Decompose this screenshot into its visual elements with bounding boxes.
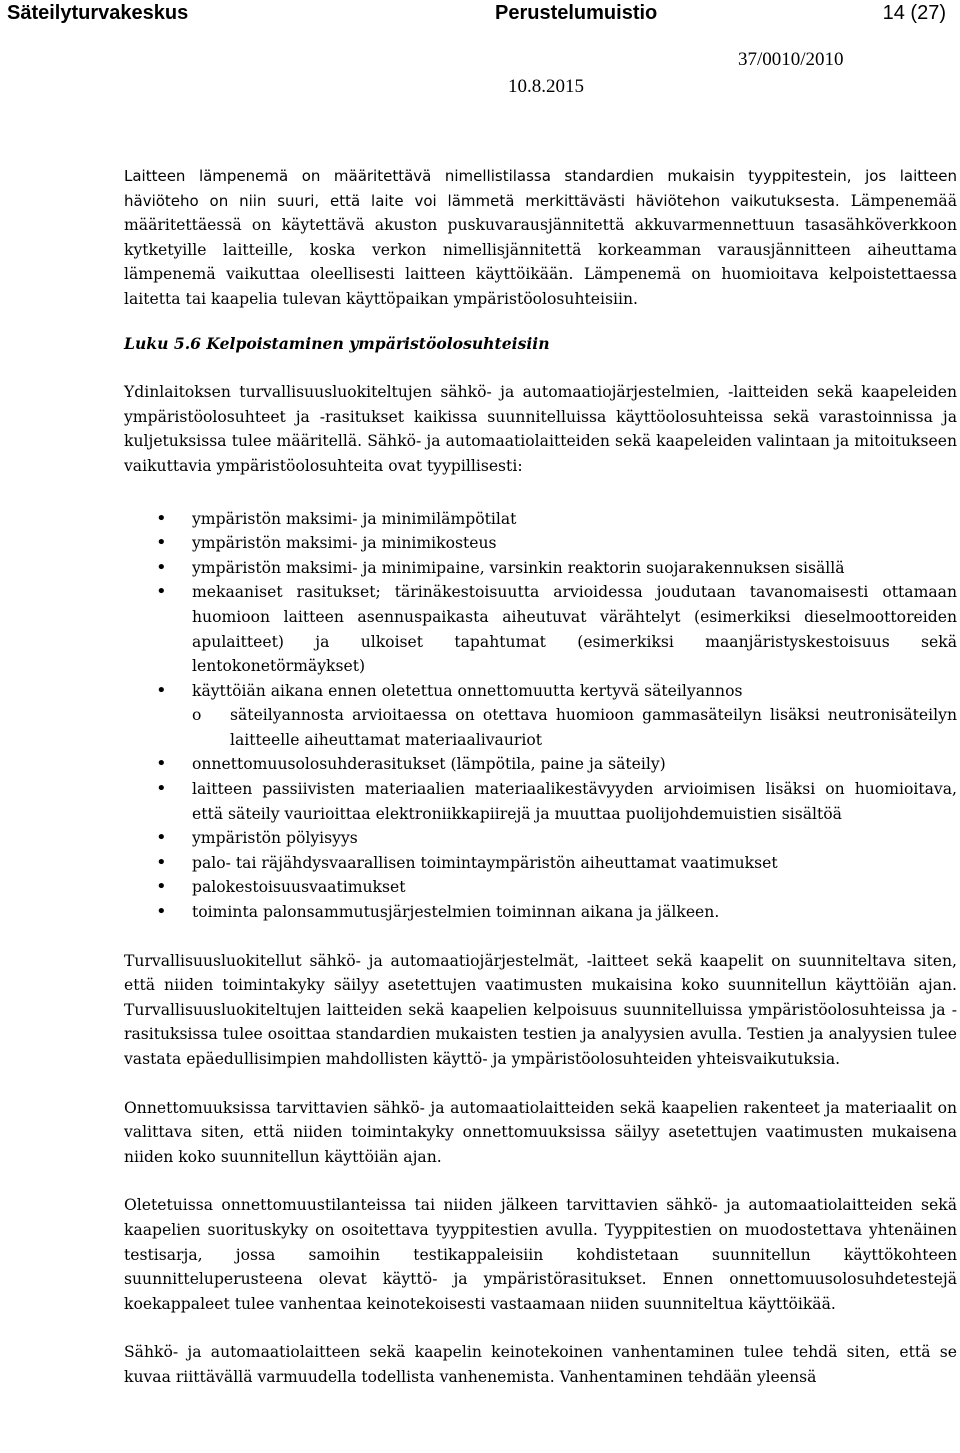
list-item: • palo- tai räjähdysvaarallisen toimintaympäristön aiheuttamat vaatimukset (124, 851, 957, 876)
page-number: 14 (27) (882, 2, 946, 24)
paragraph-accident-materials: Onnettomuuksissa tarvittavien sähkö- ja automaatiolaitteiden sekä kaapelien rakenteet ja materiaalit on valittava siten, että niiden toimintakyky onnettomuuksissa säilyy asetettujen vaatimusten mukaisena niiden koko suunnitellun käyttöiän ajan. (124, 1098, 957, 1166)
sub-list (192, 703, 957, 752)
paragraph-heat-rise-sentence-3: Lämpenemä on huomioitava kelpoistettaessa laitetta tai kaapelia tulevan käyttöpaikan ympäristöolosuhteisiin. (124, 265, 957, 308)
document-body (124, 164, 957, 1390)
document-number: 37/0010/2010 (738, 49, 844, 70)
list-item: • onnettomuusolosuhderasitukset (lämpötila, paine ja säteily) (124, 752, 957, 777)
sub-list-item: o säteilyannosta arvioitaessa on otettava huomioon gammasäteilyn lisäksi neutronisäteilyn laitteelle aiheuttamat materiaalivauriot (192, 703, 957, 752)
list-item: • toiminta palonsammutusjärjestelmien toiminnan aikana ja jälkeen. (124, 900, 957, 925)
list-item: • ympäristön pölyisyys (124, 826, 957, 851)
paragraph-heat-rise-sentence-2: Lämpenemää määritettäessä on käytettävä akuston puskuvarausjännitettä akkuvarmennettuun tasasähköverkkoon kytketyille laitteille, koska verkon nimellisjännitettä korkeamman varausjännitteen aiheuttama lämpenemä vaikuttaa oleellisesti laitteen käyttöikään. (124, 191, 957, 284)
list-item-text: käyttöiän aikana ennen oletettua onnettomuutta kertyvä säteilyannos (192, 681, 743, 700)
list-item: • mekaaniset rasitukset; tärinäkestoisuutta arvioidessa joudutaan tavanomaisesti ottamaan huomioon laitteen asennuspaikasta aiheutuvat värähtelyt (esimerkiksi dieselmoottoreiden apulaitteet) ja ulkoiset tapahtumat (esimerkiksi maanjäristyskestoisuus sekä lentokonetörmäykset) (124, 580, 957, 678)
section-heading: Luku 5.6 Kelpoistaminen ympäristöolosuhteisiin (124, 333, 550, 353)
list-item: • ympäristön maksimi- ja minimilämpötilat (124, 507, 957, 532)
paragraph-heat-rise (124, 164, 957, 312)
paragraph-type-testing: Oletetuissa onnettomuustilanteissa tai niiden jälkeen tarvittavien sähkö- ja automaatiolaitteiden sekä kaapelien suorituskyky on osoitettava tyyppitestien avulla. Tyyppitestien on muodostettava yhtenäinen testisarja, jossa samoihin testikappaleisiin kohdistetaan suunnitellun käyttökohteen suunnitteluperusteena olevat käyttö- ja ympäristörasitukset. Ennen onnettomuusolosuhdetestejä koekappaleet tulee vanhentaa keinotekoisesti vastaamaan niiden suunniteltua käyttöikää. (124, 1196, 957, 1313)
paragraph-environment-intro: Ydinlaitoksen turvallisuusluokiteltujen sähkö- ja automaatiojärjestelmien, -laitteiden sekä kaapeleiden ympäristöolosuhteet ja -rasitukset kaikissa suunnitelluissa käyttöolosuhteissa sekä varastoinnissa ja kuljetuksissa tulee määritellä. Sähkö- ja automaatiolaitteiden sekä kaapeleiden valintaan ja mitoitukseen vaikuttavia ympäristöolosuhteita ovat tyypillisesti: (124, 383, 957, 475)
environment-conditions-list (124, 507, 957, 925)
organization-name: Säteilyturvakeskus (7, 2, 189, 24)
list-item: • ympäristön maksimi- ja minimipaine, varsinkin reaktorin suojarakennuksen sisällä (124, 556, 957, 581)
paragraph-qualification: Turvallisuusluokitellut sähkö- ja automaatiojärjestelmät, -laitteet sekä kaapelit on suunniteltava siten, että niiden toimintakyky säilyy asetettujen vaatimusten mukaisina koko suunnitellun käyttöiän ajan. Turvallisuusluokiteltujen laitteiden sekä kaapelien kelpoisuus suunnitelluissa ympäristöolosuhteissa ja -rasituksissa tulee osoittaa standardien mukaisten testien ja analyysien avulla. Testien ja analyysien tulee vastata epäedullisimpien mahdollisten käyttö- ja ympäristöolosuhteiden yhteisvaikutuksia. (124, 951, 957, 1068)
list-item: • ympäristön maksimi- ja minimikosteus (124, 531, 957, 556)
list-item: • palokestoisuusvaatimukset (124, 875, 957, 900)
list-item: • laitteen passiivisten materiaalien materiaalikestävyyden arvioimisen lisäksi on huomioitava, että säteily vaurioittaa elektroniikkapiirejä ja muuttaa puolijohdemuistien sisältöä (124, 777, 957, 826)
document-date: 10.8.2015 (508, 76, 584, 97)
page-header (0, 0, 960, 100)
document-type: Perustelumuistio (495, 2, 658, 24)
paragraph-heat-rise-sentence-1: Laitteen lämpenemä on määritettävä nimellistilassa standardien mukaisin tyyppitestein, jos laitteen häviöteho on niin suuri, että laite voi lämmetä merkittävästi häviötehon vaikutuksesta. (124, 167, 957, 210)
paragraph-artificial-ageing: Sähkö- ja automaatiolaitteen sekä kaapelin keinotekoinen vanhentaminen tulee tehdä siten, että se kuvaa riittävällä varmuudella todellista vanhenemista. Vanhentaminen tehdään yleensä (124, 1343, 957, 1386)
list-item (124, 679, 957, 753)
